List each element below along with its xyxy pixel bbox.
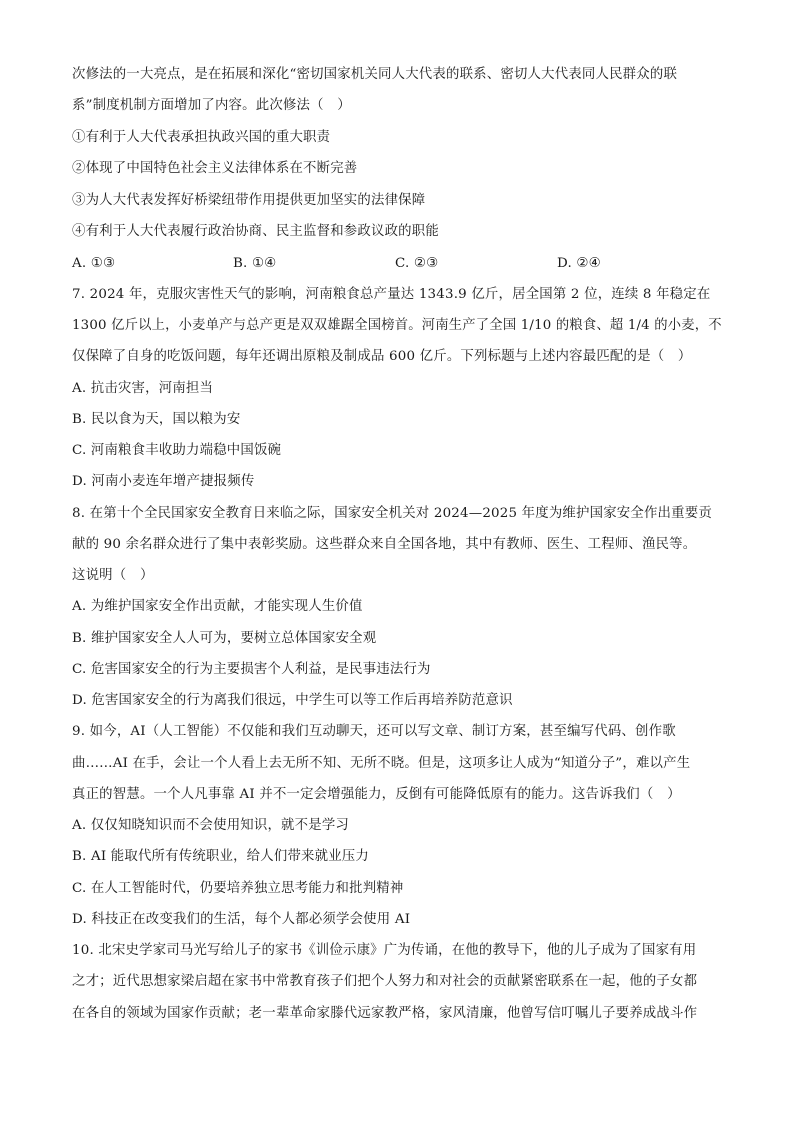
q6-options-row: [72, 255, 722, 273]
q10-stem-line-1: 10. 北宋史学家司马光写给儿子的家书《训俭示康》广为传诵，在他的教导下，他的儿子成为了国家有用: [72, 943, 697, 958]
q7-stem-line-2: 1300 亿斤以上，小麦单产与总产更是双双雄踞全国榜首。河南生产了全国 1/10 的粮食、超 1/4 的小麦，不: [72, 318, 722, 333]
q6-statement-1: ①有利于人大代表承担执政兴国的重大职责: [72, 130, 331, 145]
q7-stem-line-1: 7. 2024 年，克服灾害性天气的影响，河南粮食总产量达 1343.9 亿斤，居全国第 2 位，连续 8 年稳定在: [72, 287, 711, 302]
q7-option-d: D. 河南小麦连年增产捷报频传: [72, 474, 255, 489]
q6-statement-3: ③为人大代表发挥好桥梁纽带作用提供更加坚实的法律保障: [72, 193, 426, 208]
q8-option-b: B. 维护国家安全人人可为，要树立总体国家安全观: [72, 631, 377, 646]
q6-stem-line-2: 系”制度机制方面增加了内容。此次修法（ ）: [72, 98, 351, 113]
q6-option-b: B. ①④: [233, 256, 277, 271]
q9-option-c: C. 在人工智能时代，仍要培养独立思考能力和批判精神: [72, 881, 404, 896]
q10-stem-line-2: 之才；近代思想家梁启超在家书中常教育孩子们把个人努力和对社会的贡献紧密联系在一起，他的子女都: [72, 974, 698, 989]
q8-option-a: A. 为维护国家安全作出贡献，才能实现人生价值: [72, 599, 363, 614]
q6-statement-2: ②体现了中国特色社会主义法律体系在不断完善: [72, 161, 358, 176]
q6-stem-line-1: 次修法的一大亮点，是在拓展和深化“密切国家机关同人大代表的联系、密切人大代表同人民群众的联: [72, 67, 678, 82]
q8-stem-line-2: 献的 90 余名群众进行了集中表彰奖励。这些群众来自全国各地，其中有教师、医生、工程师、渔民等。: [72, 537, 697, 552]
q6-statement-4: ④有利于人大代表履行政治协商、民主监督和参政议政的职能: [72, 224, 439, 239]
q9-option-d: D. 科技正在改变我们的生活，每个人都必须学会使用 AI: [72, 912, 411, 927]
q7-option-a: A. 抗击灾害，河南担当: [72, 381, 214, 396]
q8-stem-line-3: 这说明（ ）: [72, 568, 154, 583]
q7-option-b: B. 民以食为天，国以粮为安: [72, 412, 241, 427]
q7-option-c: C. 河南粮食丰收助力端稳中国饭碗: [72, 443, 282, 458]
q9-option-a: A. 仅仅知晓知识而不会使用知识，就不是学习: [72, 818, 350, 833]
q6-option-d: D. ②④: [557, 256, 601, 271]
q10-stem-line-3: 在各自的领域为国家作贡献；老一辈革命家滕代远家教严格，家风清廉，他曾写信叮嘱儿子要养成战斗作: [72, 1006, 698, 1021]
q6-option-a: A. ①③: [72, 256, 116, 271]
q8-stem-line-1: 8. 在第十个全民国家安全教育日来临之际，国家安全机关对 2024—2025 年度为维护国家安全作出重要贡: [72, 506, 712, 521]
q7-stem-line-3: 仅保障了自身的吃饭问题，每年还调出原粮及制成品 600 亿斤。下列标题与上述内容最匹配的是（ ）: [72, 349, 692, 364]
q9-stem-line-3: 真正的智慧。一个人凡事靠 AI 并不一定会增强能力，反倒有可能降低原有的能力。这告诉我们（ ）: [72, 787, 681, 802]
q6-option-c: C. ②③: [395, 256, 439, 271]
q8-option-d: D. 危害国家安全的行为离我们很远，中学生可以等工作后再培养防范意识: [72, 693, 513, 708]
q9-stem-line-2: 曲……AI 在手，会让一个人看上去无所不知、无所不晓。但是，这项多让人成为“知道分子”，难以产生: [72, 756, 691, 771]
q8-option-c: C. 危害国家安全的行为主要损害个人利益，是民事违法行为: [72, 662, 431, 677]
q9-stem-line-1: 9. 如今，AI（人工智能）不仅能和我们互动聊天，还可以写文章、制订方案，甚至编写代码、创作歌: [72, 724, 676, 739]
q9-option-b: B. AI 能取代所有传统职业，给人们带来就业压力: [72, 849, 369, 864]
